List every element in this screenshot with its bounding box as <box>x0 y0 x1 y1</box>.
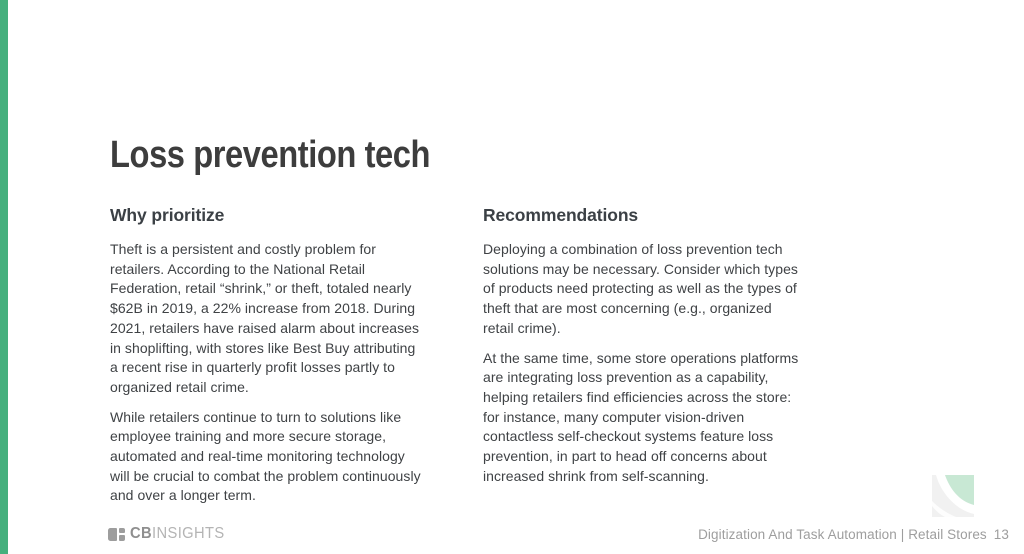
footer-report-title: Digitization And Task Automation | Retail Stores <box>698 527 987 542</box>
logo-text-bold: CB <box>130 525 153 542</box>
column-recommendations <box>483 204 799 516</box>
body-paragraph: At the same time, some store operations platforms are integrating loss prevention as a capability, helping retailers find efficiencies across the store: for instance, many computer vision-driven contactless self-checkout systems feature loss prevention, in part to head off concerns about increased shrink from self-scanning. <box>483 349 799 484</box>
column-heading-why-prioritize: Why prioritize <box>110 205 225 225</box>
column-why-prioritize <box>110 204 426 516</box>
cbinsights-logo <box>108 524 230 544</box>
page-number: 13 <box>993 527 1009 542</box>
cbinsights-logo-icon <box>108 528 125 541</box>
column-heading-recommendations: Recommendations <box>483 205 639 225</box>
content-columns <box>110 204 799 516</box>
cbinsights-logo-text <box>130 525 225 543</box>
corner-swoosh-decoration-icon <box>932 475 974 517</box>
accent-bar <box>0 0 8 554</box>
body-paragraph: While retailers continue to turn to solutions like employee training and more secure storage, automated and real-time monitoring technology will be crucial to combat the problem continuously and over a longer term. <box>110 408 421 504</box>
body-paragraph: Deploying a combination of loss prevention tech solutions may be necessary. Consider which types of products need protecting as well as the types of theft that are most concerning (e.g., organized retail crime). <box>483 241 798 336</box>
footer-report-info <box>698 527 1009 542</box>
logo-text-light: INSIGHTS <box>152 525 225 542</box>
slide-title: Loss prevention tech <box>110 134 431 176</box>
body-paragraph: Theft is a persistent and costly problem for retailers. According to the National Retail Federation, retail “shrink,” or theft, totaled nearly $62B in 2019, a 22% increase from 2018. During 2021, retailers have raised alarm about increases in shoplifting, with stores like Best Buy attributing a recent rise in quarterly profit losses partly to organized retail crime. <box>110 241 420 395</box>
